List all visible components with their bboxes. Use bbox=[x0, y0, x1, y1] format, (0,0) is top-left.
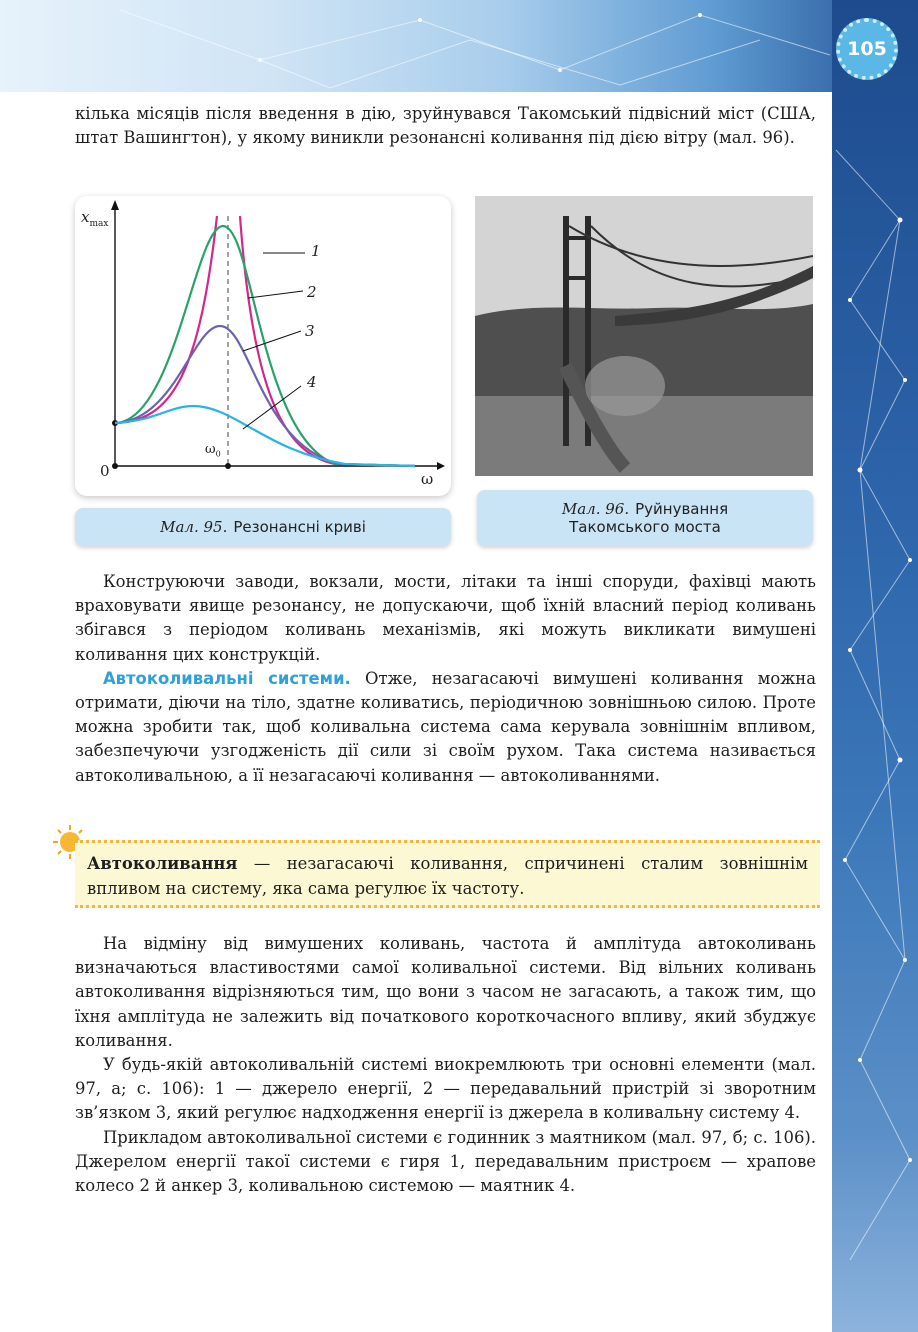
figure-96-number: Мал. 96. bbox=[561, 500, 630, 518]
side-band bbox=[832, 0, 918, 1332]
section-text: Отже, незагасаючі вимушені коливання можна отримати, діючи на тіло, здатне коливатись, періодичною зовнішньою силою. Проте можна зробити так, щоб коливальна система сама керувала зовнішнім впливом, забезпечуючи узгодженість дії сили зі своїм рухом. Така система називається автоколивальною, а її незагасаючі коливання — автоколиваннями. bbox=[75, 668, 817, 785]
body-text-2 bbox=[75, 932, 816, 1198]
body-text-1 bbox=[75, 570, 816, 788]
resonance-curves-plot bbox=[75, 196, 451, 496]
omega0-label bbox=[205, 442, 221, 459]
header-band bbox=[0, 0, 918, 92]
y-axis-symbol: x bbox=[81, 208, 90, 226]
x-axis-label: ω bbox=[421, 470, 434, 488]
bridge-illustration bbox=[475, 196, 813, 476]
curve-label-4: 4 bbox=[307, 373, 317, 391]
tacoma-bridge-photo bbox=[475, 196, 813, 476]
figure-96-caption bbox=[477, 490, 813, 546]
intro-text bbox=[75, 102, 816, 150]
definition-term: Автоколивання bbox=[87, 854, 238, 873]
y-axis-subscript: max bbox=[89, 219, 109, 229]
paragraph-clock: Прикладом автоколивальної системи є годинник з маятником (мал. 97, б; с. 106). Джерелом енергії такої системи є гиря 1, передавальним пристроєм — храпове колесо 2 й анкер 3, коливальною системою — маятник 4. bbox=[75, 1127, 816, 1196]
intro-paragraph: кілька місяців після введення в дію, зруйнувався Такомський підвісний міст (США, штат Вашингтон), у якому виникли резонансні коливання під дією вітру (мал. 96). bbox=[75, 104, 816, 148]
paragraph-autooscillating bbox=[75, 667, 816, 788]
paragraph-elements: У будь-якій автоколивальній системі виокремлюють три основні елементи (мал. 97, а; с. 106): 1 — джерело енергії, 2 — передавальний пристрій зі зворотним зв’язком 3, який регулює надходження енергії із джерела в коливальну систему 4. bbox=[75, 1055, 816, 1123]
definition-box bbox=[75, 840, 820, 908]
figure-96-title-line2: Такомського моста bbox=[569, 518, 721, 536]
curve-label-1: 1 bbox=[311, 242, 321, 260]
figure-95-caption bbox=[75, 508, 451, 546]
curve-2 bbox=[115, 226, 415, 466]
definition-body: — незагасаючі коливання, спричинені сталим зовнішнім впливом на систему, яка сама регулює їх частоту. bbox=[87, 854, 808, 898]
omega0-symbol: ω bbox=[205, 442, 216, 457]
figure-95-number: Мал. 95. bbox=[160, 518, 228, 536]
section-heading: Автоколивальні системи. bbox=[103, 668, 351, 688]
definition-text bbox=[87, 851, 808, 901]
curve-label-2: 2 bbox=[307, 283, 317, 301]
paragraph-differences: На відміну від вимушених коливань, частота й амплітуда автоколивань визначаються властивостями самої коливальної системи. Від вільних коливань автоколивання відрізняються тим, що вони з часом не загасають, а також тим, що їхня амплітуда не залежить від початкового короткочасного впливу, який збуджує коливання. bbox=[75, 934, 816, 1050]
leader-4 bbox=[243, 386, 301, 429]
y-axis-arrow bbox=[111, 200, 119, 210]
curve-label-3: 3 bbox=[305, 322, 315, 340]
y-axis-label bbox=[81, 208, 108, 229]
x-axis-arrow bbox=[437, 462, 445, 470]
page-number-badge bbox=[836, 18, 898, 80]
leader-2 bbox=[248, 291, 303, 298]
figure-95-title: Резонансні криві bbox=[233, 518, 366, 536]
curve-4 bbox=[115, 406, 415, 466]
leader-3 bbox=[243, 331, 301, 351]
page-number: 105 bbox=[847, 38, 887, 60]
omega0-point bbox=[225, 463, 231, 469]
paragraph-construction: Конструюючи заводи, вокзали, мости, літаки та інші споруди, фахівці мають враховувати явище резонансу, не допускаючи, щоб їхній власний період коливань збігався з періодом коливань механізмів, які можуть викликати вимушені коливання цих конструкцій. bbox=[75, 572, 816, 664]
figure-96-title-line1: Руйнування bbox=[635, 500, 729, 518]
origin-point bbox=[112, 463, 118, 469]
origin-label: 0 bbox=[100, 462, 110, 480]
figure-95-card bbox=[75, 196, 451, 496]
omega0-subscript: 0 bbox=[215, 449, 221, 459]
